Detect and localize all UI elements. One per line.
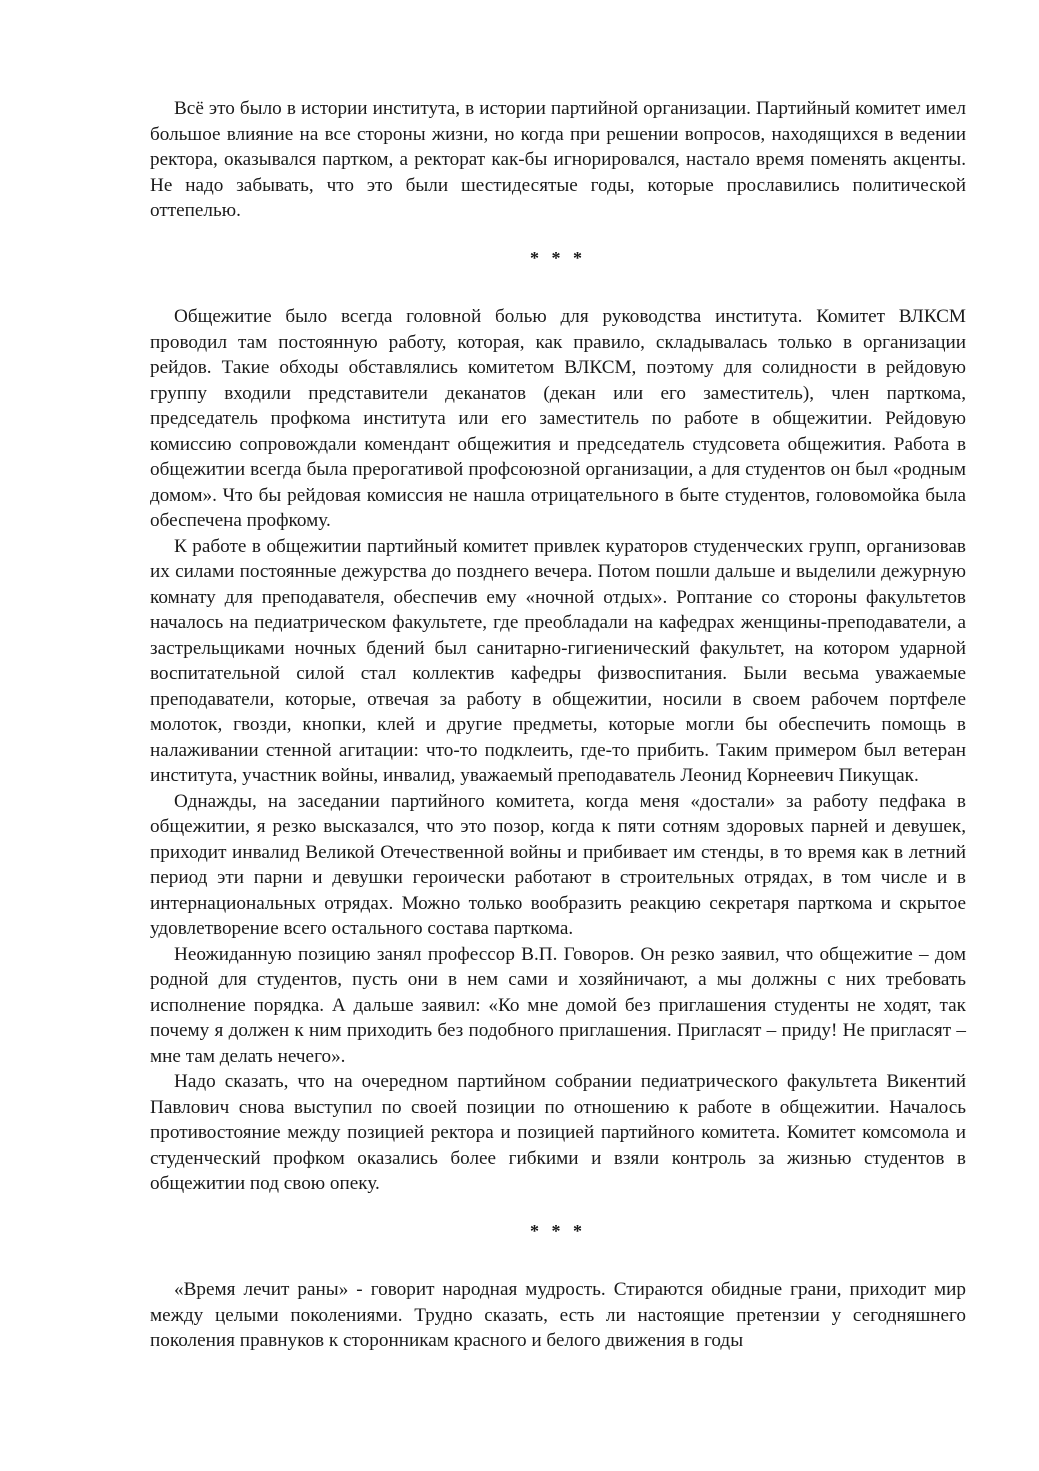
paragraph-confrontation: Надо сказать, что на очередном партийном собрании педиатрического факультета Викентий Павлович снова выступил по своей позиции по отношению к работе в общежитии. Началось противостояние между позицией ректора и позицией партийного комитета. Комитет комсомола и студенческий профком оказались более гибкими и взяли контроль за жизнью студентов в общежитии под свою опеку. [150, 1071, 966, 1194]
separator-asterisks: * * * [530, 1220, 586, 1241]
section-divider-2 [150, 1219, 966, 1245]
paragraph-party-meeting: Однажды, на заседании партийного комитета, когда меня «достали» за работу педфака в общежитии, я резко высказался, что это позор, когда к пяти сотням здоровых парней и девушек, приходит инвалид Великой Отечественной войны и прибивает им стенды, в то время как в летний период эти парни и девушки героически работают в строительных отрядах, в том числе и в интернациональных отрядах. Можно только вообразить реакцию секретаря парткома и скрытое удовлетворение всего остального состава парткома. [150, 790, 966, 939]
paragraph-time-heals: «Время лечит раны» - говорит народная мудрость. Стираются обидные грани, приходит мир между целыми поколениями. Трудно сказать, есть ли настоящие претензии у сегодняшнего поколения правнуков к сторонникам красного и белого движения в годы [150, 1279, 966, 1351]
section-divider-1 [150, 246, 966, 272]
paragraph-curators: К работе в общежитии партийный комитет привлек кураторов студенческих групп, организовав их силами постоянные дежурства до позднего вечера. Потом пошли дальше и выделили дежурную комнату для преподавателя, обеспечив ему «ночной отдых». Роптание со стороны факультетов началось на педиатрическом факультете, где преобладали на кафедрах женщины-преподаватели, а застрельщиками ночных бдений был санитарно-гигиенический факультет, на котором ударной воспитательной силой стал коллектив кафедры физвоспитания. Были весьма уважаемые преподаватели, которые, отвечая за работу в общежитии, носили в своем рабочем портфеле молоток, гвозди, кнопки, клей и другие предметы, которые могли бы обеспечить помощь в налаживании стенной агитации: что-то подклеить, где-то прибить. Таким примером был ветеран института, участник войны, инвалид, уважаемый преподаватель Леонид Корнеевич Пикущак. [150, 535, 966, 786]
paragraph-intro: Всё это было в истории института, в истории партийной организации. Партийный комитет имел большое влияние на все стороны жизни, но когда при решении вопросов, находящихся в ведении ректора, оказывался партком, а ректорат как-бы игнорировался, настало время поменять акценты. Не надо забывать, что это были шестидесятые годы, которые прославились политической оттепелью. [150, 98, 966, 221]
separator-asterisks: * * * [530, 247, 586, 268]
paragraph-govorov: Неожиданную позицию занял профессор В.П. Говоров. Он резко заявил, что общежитие – дом родной для студентов, пусть они в нем сами и хозяйничают, а мы должны с них требовать исполнение порядка. А дальше заявил: «Ко мне домой без приглашения студенты не ходят, так почему я должен к ним приходить без подобного приглашения. Пригласят – приду! Не пригласят – мне там делать нечего». [150, 943, 966, 1067]
paragraph-dormitory: Общежитие было всегда головной болью для руководства института. Комитет ВЛКСМ проводил там постоянную работу, которая, как правило, складывалась только в организации рейдов. Такие обходы обставлялись комитетом ВЛКСМ, поэтому для солидности в рейдовую группу входили представители деканатов (декан или его заместитель), член парткома, председатель профкома института или его заместитель по работе в общежитии. Рейдовую комиссию сопровождали комендант общежития и председатель студсовета общежития. Работа в общежитии всегда была прерогативой профсоюзной организации, а для студентов он был «родным домом». Что бы рейдовая комиссия не нашла отрицательного в быте студентов, головомойка была обеспечена профкому. [150, 306, 966, 531]
document-page [150, 96, 966, 1354]
